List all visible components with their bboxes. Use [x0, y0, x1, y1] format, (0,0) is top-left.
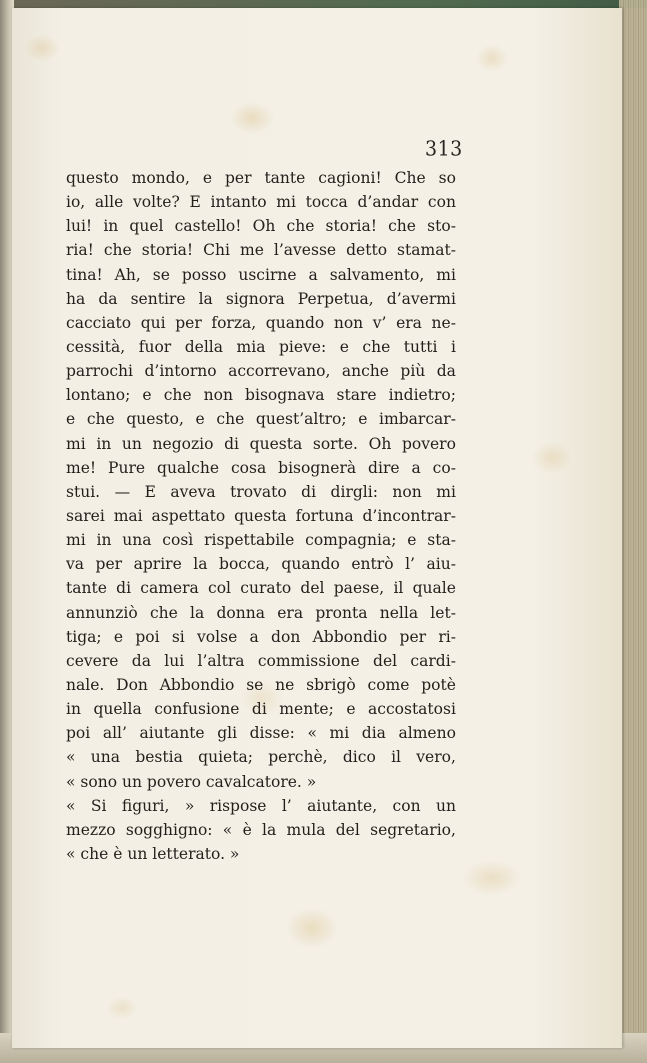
- text-line: me! Pure qualche cosa bisognerà dire a co-: [66, 457, 456, 477]
- text-line: nale. Don Abbondio se ne sbrigò come potè: [66, 674, 456, 694]
- text-line: cessità, fuor della mia pieve: e che tutti i: [66, 336, 456, 356]
- page-stack-edge: [619, 0, 647, 1063]
- text-line: cacciato qui per forza, quando non v’ era ne-: [66, 312, 456, 332]
- text-line: in quella confusione di mente; e accostatosi: [66, 699, 456, 719]
- text-line: poi all’ aiutante gli disse: « mi dia almeno: [66, 723, 456, 743]
- text-line: sarei mai aspettato questa fortuna d’incontrar-: [66, 505, 456, 525]
- text-line: stui. — E aveva trovato di dirgli: non mi: [66, 481, 456, 501]
- text-line: parrochi d’intorno accorrevano, anche più da: [66, 361, 456, 381]
- text-line: ria! che storia! Chi me l’avesse detto stamat-: [66, 240, 456, 260]
- text-line: « una bestia quieta; perchè, dico il vero,: [66, 747, 456, 767]
- text-line: lui! in quel castello! Oh che storia! che sto-: [66, 216, 456, 236]
- body-text: [66, 166, 468, 866]
- text-line: e che questo, e che quest’altro; e imbarcar-: [66, 409, 456, 429]
- text-line: annunziò che la donna era pronta nella let-: [66, 602, 456, 622]
- text-line: va per aprire la bocca, quando entrò l’ aiu-: [66, 554, 456, 574]
- text-line: cevere da lui l’altra commissione del cardi-: [66, 650, 456, 670]
- text-line: mi in un negozio di questa sorte. Oh povero: [66, 433, 456, 453]
- text-line: « che è un letterato. »: [66, 843, 240, 863]
- text-line: mezzo sogghigno: « è la mula del segretario,: [66, 819, 456, 839]
- text-line: tante di camera col curato del paese, il quale: [66, 578, 456, 598]
- text-line: ha da sentire la signora Perpetua, d’avermi: [66, 288, 456, 308]
- text-line: questo mondo, e per tante cagioni! Che so: [66, 168, 456, 187]
- text-line: io, alle volte? E intanto mi tocca d’andar con: [66, 192, 456, 212]
- text-line: tiga; e poi si volse a don Abbondio per ri-: [66, 626, 456, 646]
- text-line: mi in una così rispettabile compagnia; e sta-: [66, 530, 456, 550]
- text-line: « Si figuri, » rispose l’ aiutante, con un: [66, 795, 456, 815]
- page-number: 313: [425, 137, 463, 161]
- text-line: lontano; e che non bisognava stare indietro;: [66, 385, 456, 405]
- binding-top-band: [0, 0, 647, 8]
- text-line: « sono un povero cavalcatore. »: [66, 771, 317, 791]
- text-line: tina! Ah, se posso uscirne a salvamento, mi: [66, 264, 456, 284]
